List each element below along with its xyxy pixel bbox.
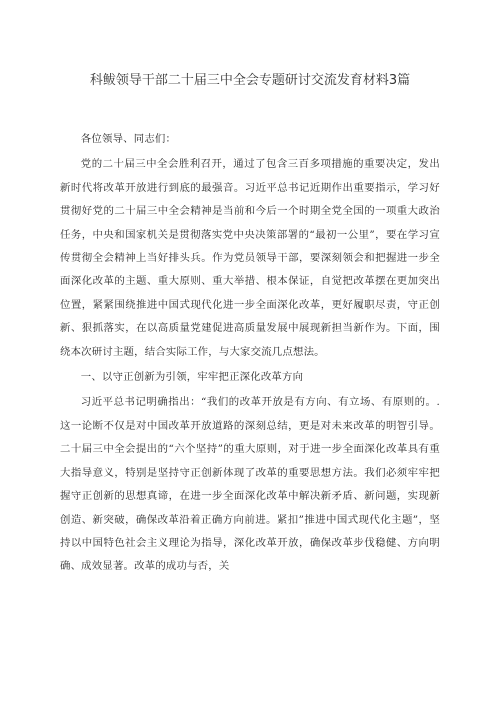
- greeting-line: 各位领导、同志们：: [80, 133, 177, 145]
- body-paragraph-intro: 党的二十届三中全会胜利召开，通过了包含三百多项措施的重要决定，发出新时代将改革开放进行到底的最强音。习近平总书记近期作出重要指示，学习好贯彻好党的二十届三中全会精神是当前和今后一个时期全党全国的一项重大政治任务，中央和国家机关是贯彻落实党中央决策部署的“最初一公里”，要在学习宣传贯彻全会精神上当好排头兵。作为党员领导干部，要深刻领会和把握进一步全面深化改革的主题、重大原则、重大举措、根本保证，自觉把改革摆在更加突出位置，紧紧围绕推进中国式现代化进一步全面深化改革，更好履职尽责，守正创新、狠抓落实，在以高质量党建促进高质量发展中展现新担当新作为。下面，围绕本次研讨主题，结合实际工作，与大家交流几点想法。: [60, 158, 440, 358]
- document-title: 科鲅领导干部二十届三中全会专题研讨交流发育材料3篇: [89, 73, 411, 88]
- section-heading: 一、以守正创新为引领，牢牢把正深化改革方向: [80, 371, 304, 384]
- body-paragraph-section-1: 习近平总书记明确指出：“我们的改革开放是有方向、有立场、有原则的。. 这一论断不仅是对中国改革开放道路的深刻总结，更是对未来改革的明智引导。二十届三中全会提出的“六个坚持”的重大原则，对于进一步全面深化改革具有重大指导意义，特别是坚持守正创新体现了改革的重要思想方法。我们必须牢牢把握守正创新的思想真谛，在进一步全面深化改革中解决新矛盾、新问题，实现新创造、新突破，确保改革沿着正确方向前进。紧扣”推进中国式现代化主题”，坚持以中国特色社会主义理论为指导，深化改革开放，确保改革步伐稳健、方向明确、成效显著。改革的成功与否，关: [60, 396, 440, 573]
- document-body: [60, 128, 440, 579]
